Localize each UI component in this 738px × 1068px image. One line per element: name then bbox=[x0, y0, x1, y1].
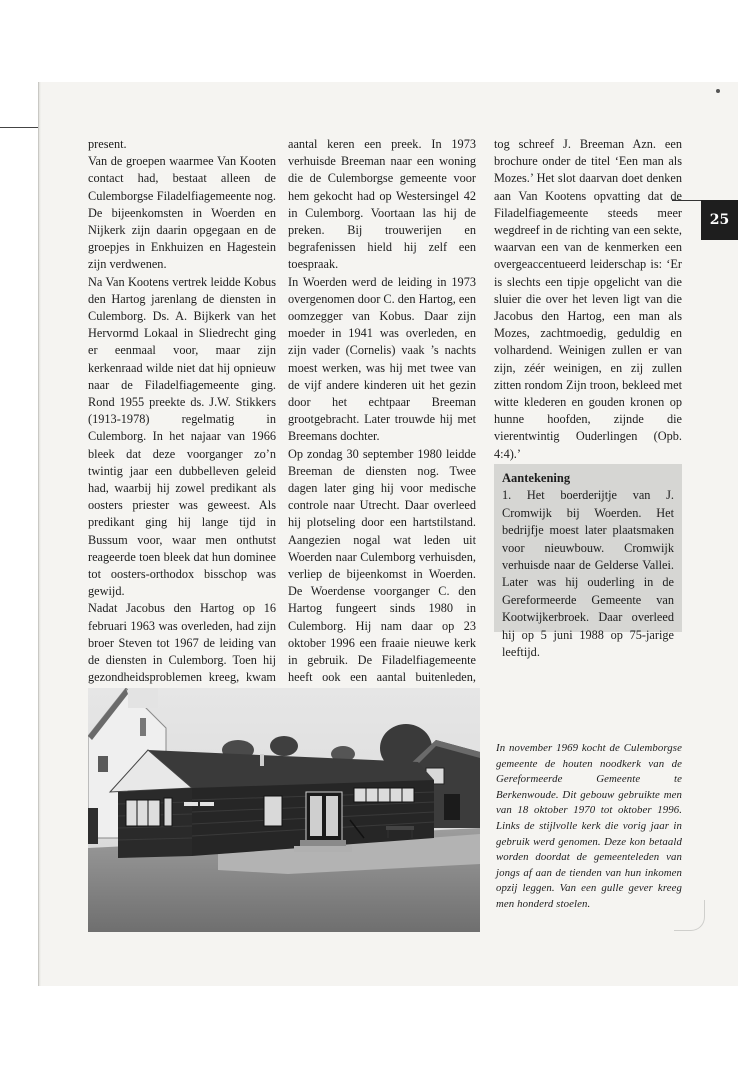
page-fold-shadow bbox=[39, 82, 41, 986]
paragraph: Nadat Jacobus den Hartog op 16 februari 1963 was overleden, had zijn broer Steven tot 1967 de leiding van de diensten in Culemborg. Toen hij gezondheidsproblemen kreeg, kwam bbox=[88, 601, 276, 685]
annotation-box bbox=[494, 464, 682, 660]
page-mark bbox=[716, 89, 720, 93]
paragraph: In Woerden werd de leiding in 1973 overgenomen door C. den Hartog, een oomzegger van Kobus. Daar zijn moeder in 1941 was overleden, en zijn vader (Cornelis) vaak ’s nachts moest werken, was hij met twee van de vijf andere kinderen uit het gezin door het echtpaar Breeman grootgebracht. Later trouwde hij met Breemans dochter. bbox=[288, 274, 476, 444]
text-column-1 bbox=[88, 136, 276, 738]
paragraph: tog schreef J. Breeman Azn. een brochure onder de titel ‘Een man als Mozes.’ Het slot daarvan doet denken aan Van Kootens opvatting dat de Filadelfiagemeente steeds meer wegdreef in de richting van een sekte, waarvan een van de kenmerken een overgeaccentueerd leiderschap is: ‘Er is slechts een tipje opgelicht van die sluier die over het leven ligt van die Jacobus den Hartog, een man als Mozes, zachtmoedig, geduldig en volhardend. Weinigen zullen er van zijn, zéér weinigen, en zij zullen zitten rondom Zijn troon, bekleed met witte klederen en gouden kronen op hunne hoofden, zijnde die vierentwintig Ouderlingen (Opb. 4:4).’ bbox=[494, 137, 682, 461]
photo-caption: In november 1969 kocht de Culemborgse gemeente de houten noodkerk van de Gereformeerde Gemeente te Berkenwoude. Dit gebouw gebruikte men van 18 oktober 1970 tot oktober 1996. Links de stijlvolle kerk die vorig jaar in gebruik werd genomen. Deze kon betaald worden doordat de gemeenteleden van jongs af aan de tienden van hun inkomen opzij leggen. Van een gulle gever kreeg men honderd stoelen. bbox=[496, 742, 682, 910]
text-column-3 bbox=[494, 136, 682, 463]
annotation-title: Aantekening bbox=[502, 471, 571, 485]
paragraph: present. bbox=[88, 137, 127, 151]
paragraph: Na Van Kootens vertrek leidde Kobus den Hartog jarenlang de diensten in Culemborg. Ds. A. Bijkerk van het Hervormd Lokaal in Sliedrecht ging er eenmaal voor, maar zijn kerkenraad wilde niet dat hij opnieuw naar de Filadelfiagemeente ging. Rond 1955 preekte ds. J.W. Stikkers (1913-1978) regelmatig in Culemborg. In het najaar van 1966 bleek dat deze voorganger zo’n twintig jaar een dubbelleven geleid had, waarbij hij zowel predikant als oosters priester was geweest. Als predikant ging hij lange tijd in Bussum voor, waar men onthutst reageerde toen bleek dat hun dominee tot oosters-orthodox bisschop was gewijd. bbox=[88, 274, 276, 599]
text-column-2 bbox=[288, 136, 476, 755]
church-photo bbox=[88, 688, 480, 932]
paragraph: Van de groepen waarmee Van Kooten contact had, bestaat alleen de Culemborgse Filadelfiagemeente nog. De bijeenkomsten in Woerden en Nijkerk zijn daarin opgegaan en de groepjes in Enkhuizen en Hagestein zijn verdwenen. bbox=[88, 154, 276, 272]
church-photo-illustration bbox=[88, 688, 480, 932]
page-number-tab bbox=[701, 200, 738, 240]
paragraph: aantal keren een preek. In 1973 verhuisde Breeman naar een woning die de Culemborgse gemeente voor hem gekocht had op Westersingel 42 in Culemborg. Voortaan las hij de preken. Bij trouwerijen en begrafenissen hield hij zelf een toespraak. bbox=[288, 137, 476, 272]
page-corner bbox=[674, 900, 705, 931]
margin-rule bbox=[0, 127, 38, 128]
page-number: 25 bbox=[709, 212, 730, 228]
paragraph: Op zondag 30 september 1980 leidde Breeman de diensten nog. Twee dagen later ging hij voor medische controle naar Utrecht. Daar overleed hij plotseling door een hartstilstand. Aangezien nogal wat leden uit Woerden naar Culemborg verhuisden, verliep de bijeenkomst in Woerden. De Woerdense voorganger C. den Hartog fungeert sinds 1980 in Culemborg. Hij nam daar op 23 oktober 1996 een fraaie nieuwe kerk in gebruik. De Filadelfiagemeente heeft ook een aantal buitenleden, bbox=[288, 446, 476, 685]
annotation-text: 1. Het boerderijtje van J. Cromwijk bij Woerden. Het bedrijfje moest later plaatsmaken voor nieuwbouw. Cromwijk verhuisde naar de Gelderse Vallei. Later was hij ouderling in de Gereformeerde Gemeente van Kootwijkerbroek. Daar overleed hij op 5 juni 1988 op 75-jarige leeftijd. bbox=[502, 488, 674, 660]
